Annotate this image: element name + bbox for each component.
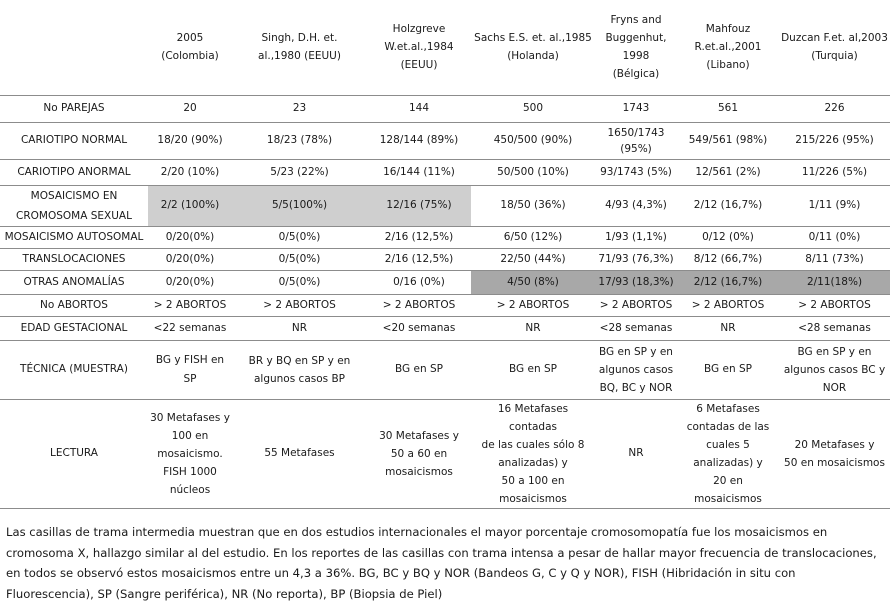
table-cell: 2/11(18%) xyxy=(779,270,890,294)
table-cell: 16 Metafases contadas de las cuales sólo 8 analizadas) y 50 a 100 en mosaicismos xyxy=(471,399,595,508)
row-label: TÉCNICA (MUESTRA) xyxy=(0,340,148,399)
table-cell: > 2 ABORTOS xyxy=(595,294,677,316)
table-cell: 0/12 (0%) xyxy=(677,226,779,248)
table-row xyxy=(0,316,890,340)
table-cell: 0/16 (0%) xyxy=(367,270,471,294)
table-cell: NR xyxy=(595,399,677,508)
table-cell: 226 xyxy=(779,95,890,122)
table-cell: <20 semanas xyxy=(367,316,471,340)
table-cell: BG en SP xyxy=(367,340,471,399)
header-col-2: Singh, D.H. et. al.,1980 (EEUU) xyxy=(258,32,341,63)
table-cell: 215/226 (95%) xyxy=(779,122,890,159)
table-footnote: Las casillas de trama intermedia muestran que en dos estudios internacionales el mayor porcentaje cromosomopatía fue los mosaicismos en cromosoma X, hallazgo similar al del estudio. En los reportes de las casillas con trama intensa a pesar de hallar mayor frecuencia de translocaciones, en todos se observó estos mosaicismos entre un 4,3 a 36%. BG, BC y BQ y NOR (Bandeos G, C y Q y NOR), FISH (Hibridación in situ con Fluorescencia), SP (Sangre periférica), NR (No reporta), BP (Biopsia de Piel) xyxy=(6,525,877,601)
table-cell: > 2 ABORTOS xyxy=(779,294,890,316)
header-col-1: 2005 (Colombia) xyxy=(161,32,219,63)
table-cell: <22 semanas xyxy=(148,316,232,340)
table-cell: BG en SP xyxy=(471,340,595,399)
table-cell: 2/12 (16,7%) xyxy=(677,185,779,226)
table-cell: 71/93 (76,3%) xyxy=(595,248,677,270)
table-cell: > 2 ABORTOS xyxy=(677,294,779,316)
table-cell: 0/5(0%) xyxy=(232,270,367,294)
table-cell: BR y BQ en SP y en algunos casos BP xyxy=(232,340,367,399)
header-col-5: Fryns and Buggenhut, 1998 (Bélgica) xyxy=(605,14,667,81)
table-cell: BG en SP y en algunos casos BC y NOR xyxy=(779,340,890,399)
header-col-6: Mahfouz R.et.al.,2001 (Libano) xyxy=(694,23,762,72)
table-cell: 0/5(0%) xyxy=(232,226,367,248)
row-label: CARIOTIPO NORMAL xyxy=(0,122,148,159)
table-cell: 450/500 (90%) xyxy=(471,122,595,159)
table-cell: NR xyxy=(677,316,779,340)
table-row xyxy=(0,226,890,248)
table-cell: 17/93 (18,3%) xyxy=(595,270,677,294)
table-cell: > 2 ABORTOS xyxy=(148,294,232,316)
table-cell: 30 Metafases y 100 en mosaicismo. FISH 1000 núcleos xyxy=(148,399,232,508)
table-cell: 0/20(0%) xyxy=(148,226,232,248)
table-cell: 128/144 (89%) xyxy=(367,122,471,159)
table-row xyxy=(0,340,890,399)
table-cell: 1/93 (1,1%) xyxy=(595,226,677,248)
table-cell: 23 xyxy=(232,95,367,122)
table-cell: 2/16 (12,5%) xyxy=(367,248,471,270)
table-cell: 2/12 (16,7%) xyxy=(677,270,779,294)
table-cell: 11/226 (5%) xyxy=(779,159,890,185)
row-label: LECTURA xyxy=(0,399,148,508)
table-cell: 18/50 (36%) xyxy=(471,185,595,226)
table-cell: 2/16 (12,5%) xyxy=(367,226,471,248)
table-cell: 0/20(0%) xyxy=(148,248,232,270)
table-cell: 6/50 (12%) xyxy=(471,226,595,248)
table-row xyxy=(0,248,890,270)
table-cell: 22/50 (44%) xyxy=(471,248,595,270)
table-cell: 8/11 (73%) xyxy=(779,248,890,270)
table-cell: 55 Metafases xyxy=(232,399,367,508)
header-row xyxy=(0,0,890,95)
table-cell: 0/5(0%) xyxy=(232,248,367,270)
header-col-4: Sachs E.S. et. al.,1985 (Holanda) xyxy=(474,32,592,63)
row-label: CARIOTIPO ANORMAL xyxy=(0,159,148,185)
row-label: OTRAS ANOMALÍAS xyxy=(0,270,148,294)
header-blank xyxy=(0,0,148,95)
table-row xyxy=(0,95,890,122)
row-label: MOSAICISMO AUTOSOMAL xyxy=(0,226,148,248)
table-cell: 18/23 (78%) xyxy=(232,122,367,159)
table-cell: 561 xyxy=(677,95,779,122)
table-row xyxy=(0,159,890,185)
table-row xyxy=(0,122,890,159)
table-cell: BG y FISH en SP xyxy=(148,340,232,399)
table-row xyxy=(0,270,890,294)
table-cell: 30 Metafases y 50 a 60 en mosaicismos xyxy=(367,399,471,508)
table-cell: BG en SP y en algunos casos BQ, BC y NOR xyxy=(595,340,677,399)
table-cell: 2/20 (10%) xyxy=(148,159,232,185)
table-cell: BG en SP xyxy=(677,340,779,399)
table-cell: 4/50 (8%) xyxy=(471,270,595,294)
table-cell: 500 xyxy=(471,95,595,122)
table-cell: 12/561 (2%) xyxy=(677,159,779,185)
table-cell: NR xyxy=(232,316,367,340)
table-cell: 1650/1743 (95%) xyxy=(595,122,677,159)
table-cell: 549/561 (98%) xyxy=(677,122,779,159)
table-cell: 2/2 (100%) xyxy=(148,185,232,226)
table-row xyxy=(0,399,890,508)
table-cell: NR xyxy=(471,316,595,340)
table-row xyxy=(0,294,890,316)
table-cell: 144 xyxy=(367,95,471,122)
table-cell: 20 Metafases y 50 en mosaicismos xyxy=(779,399,890,508)
table-cell: 6 Metafases contadas de las cuales 5 analizadas) y 20 en mosaicismos xyxy=(677,399,779,508)
row-label: TRANSLOCACIONES xyxy=(0,248,148,270)
table-cell: > 2 ABORTOS xyxy=(367,294,471,316)
table-cell: 5/5(100%) xyxy=(232,185,367,226)
row-label: MOSAICISMO EN CROMOSOMA SEXUAL xyxy=(0,185,148,226)
table-cell: 1/11 (9%) xyxy=(779,185,890,226)
table-cell: 8/12 (66,7%) xyxy=(677,248,779,270)
table-cell: <28 semanas xyxy=(779,316,890,340)
table-cell: <28 semanas xyxy=(595,316,677,340)
table-cell: 5/23 (22%) xyxy=(232,159,367,185)
table-cell: > 2 ABORTOS xyxy=(471,294,595,316)
table-cell: 18/20 (90%) xyxy=(148,122,232,159)
table-cell: 50/500 (10%) xyxy=(471,159,595,185)
table-cell: 12/16 (75%) xyxy=(367,185,471,226)
header-col-3: Holzgreve W.et.al.,1984 (EEUU) xyxy=(384,23,454,72)
table-row xyxy=(0,185,890,226)
table-cell: 93/1743 (5%) xyxy=(595,159,677,185)
table-cell: 0/20(0%) xyxy=(148,270,232,294)
table-cell: 20 xyxy=(148,95,232,122)
row-label: No ABORTOS xyxy=(0,294,148,316)
row-label: No PAREJAS xyxy=(0,95,148,122)
row-label: EDAD GESTACIONAL xyxy=(0,316,148,340)
table-cell: 4/93 (4,3%) xyxy=(595,185,677,226)
table-cell: 1743 xyxy=(595,95,677,122)
table-cell: 16/144 (11%) xyxy=(367,159,471,185)
table-cell: 0/11 (0%) xyxy=(779,226,890,248)
header-col-7: Duzcan F.et. al,2003 (Turquia) xyxy=(781,32,888,63)
table-cell: > 2 ABORTOS xyxy=(232,294,367,316)
